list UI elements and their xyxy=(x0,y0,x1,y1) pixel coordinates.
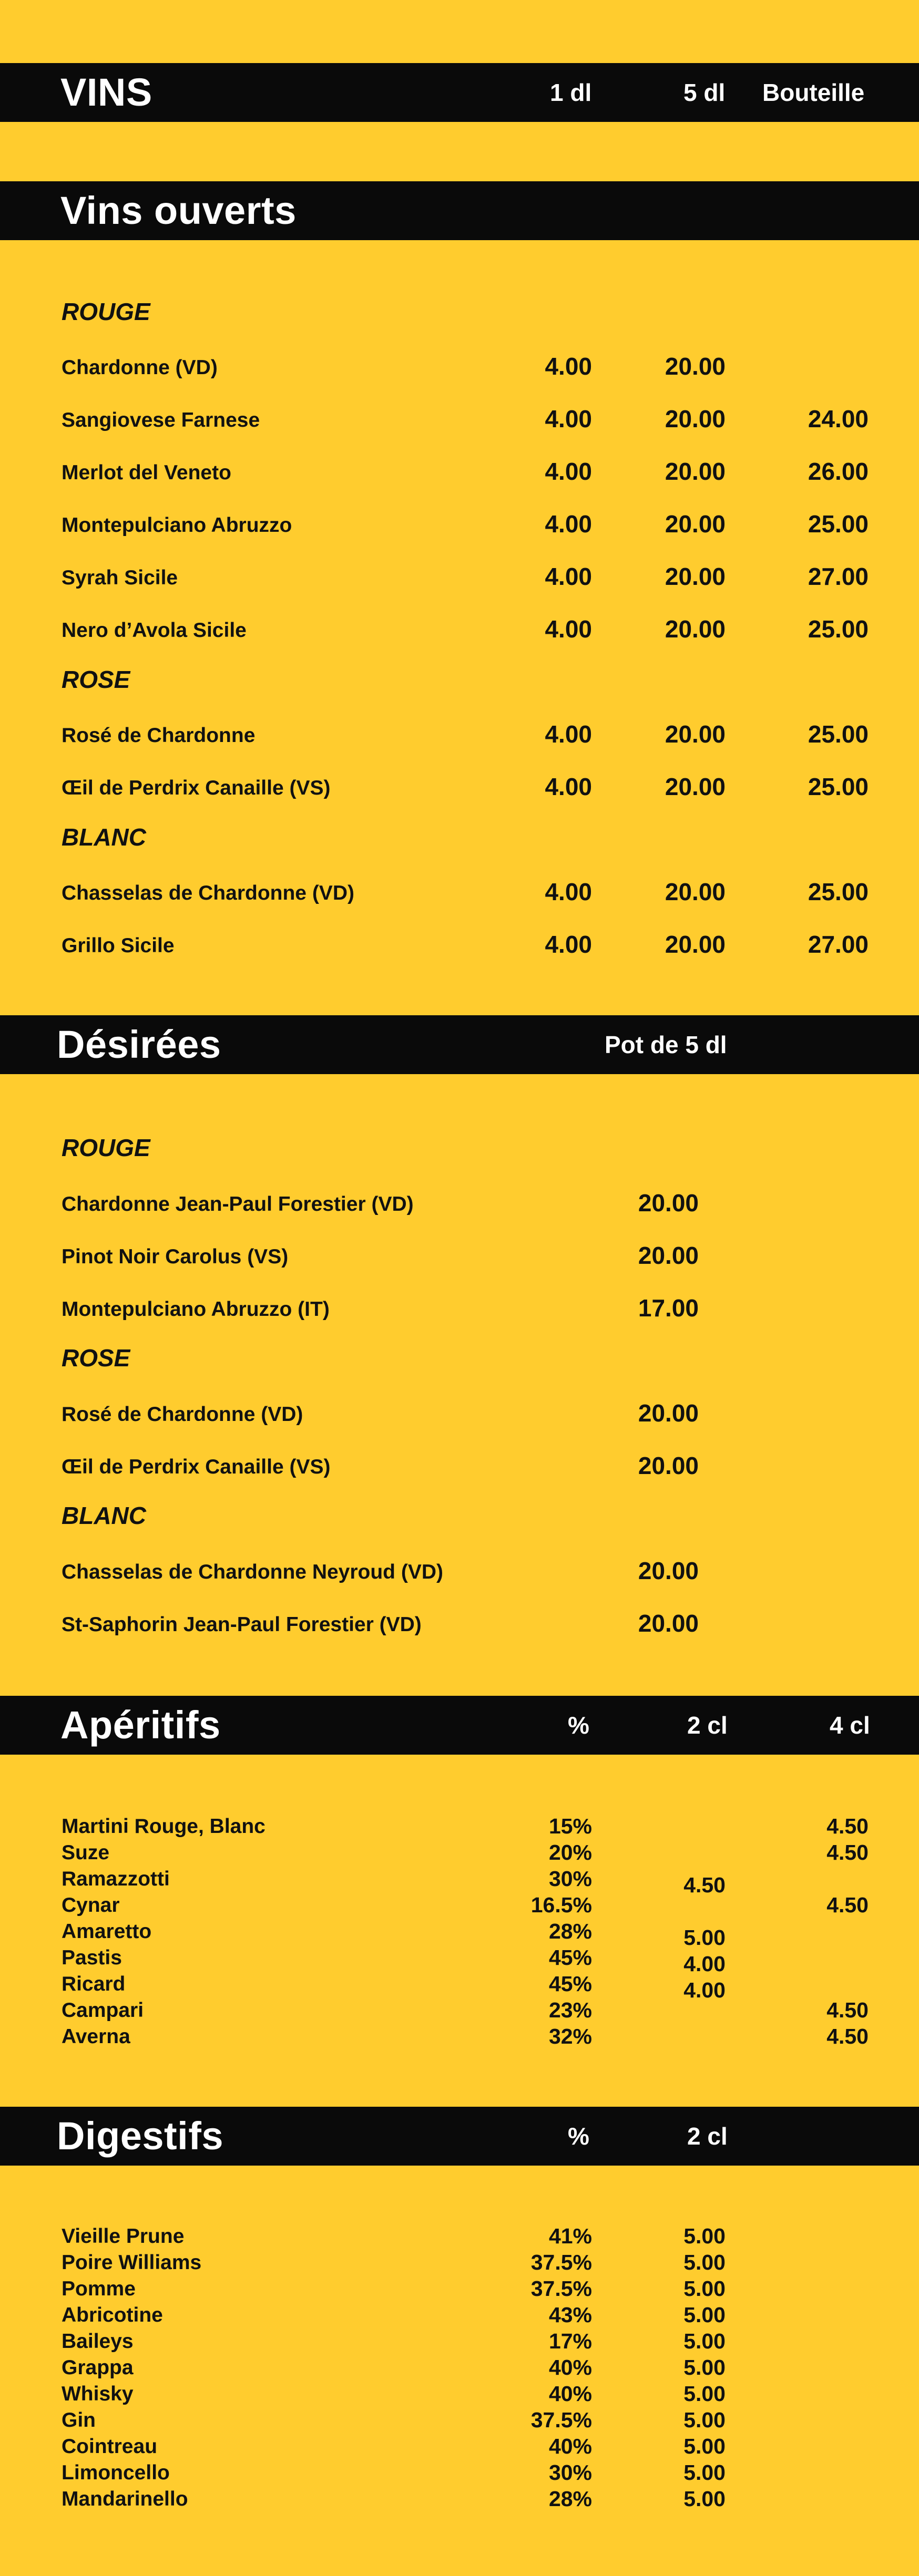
price-2cl: 5.00 xyxy=(683,2303,726,2327)
drink-name: Grappa xyxy=(62,2356,134,2379)
price-pot: 20.00 xyxy=(638,1452,699,1479)
wine-row xyxy=(0,720,919,751)
drink-pct: 40% xyxy=(548,2434,592,2458)
drink-name: Campari xyxy=(62,1999,144,2022)
drink-name: Vieille Prune xyxy=(62,2225,185,2248)
drink-name: Baileys xyxy=(62,2330,134,2353)
price-2cl: 5.00 xyxy=(683,2250,726,2274)
col-4cl: 4 cl xyxy=(830,1712,870,1739)
aperitif-row xyxy=(0,1998,919,2024)
col-pct: % xyxy=(568,1712,589,1739)
drink-name: Averna xyxy=(62,2025,130,2048)
digestif-row xyxy=(0,2355,919,2382)
wine-name: Rosé de Chardonne xyxy=(62,724,256,747)
wine-name: Chardonne Jean-Paul Forestier (VD) xyxy=(62,1193,414,1215)
price-2cl: 5.00 xyxy=(683,1925,726,1950)
digestif-row xyxy=(0,2434,919,2460)
price-bouteille: 25.00 xyxy=(808,615,869,643)
drink-pct: 30% xyxy=(548,2460,592,2485)
digestif-row xyxy=(0,2303,919,2329)
digestifs-header xyxy=(0,2107,919,2166)
col-5dl: 5 dl xyxy=(683,79,726,106)
col-pot-5dl: Pot de 5 dl xyxy=(605,1031,727,1058)
col-2cl: 2 cl xyxy=(687,2122,728,2150)
wine-row xyxy=(0,1557,919,1588)
wine-name: Pinot Noir Carolus (VS) xyxy=(62,1245,289,1268)
category-rose: ROSE xyxy=(62,1344,130,1372)
drink-pct: 45% xyxy=(548,1972,592,1996)
price-bouteille: 25.00 xyxy=(808,510,869,538)
col-bouteille: Bouteille xyxy=(762,79,865,106)
drink-name: Gin xyxy=(62,2409,96,2431)
aperitif-row xyxy=(0,1814,919,1840)
wine-row xyxy=(0,1609,919,1641)
category-blanc: BLANC xyxy=(62,1502,146,1529)
price-pot: 20.00 xyxy=(638,1399,699,1427)
digestif-row xyxy=(0,2487,919,2513)
price-2cl: 5.00 xyxy=(683,2487,726,2511)
wine-row xyxy=(0,878,919,909)
wine-name: St-Saphorin Jean-Paul Forestier (VD) xyxy=(62,1613,422,1636)
price-5dl: 20.00 xyxy=(665,405,726,432)
category-blanc: BLANC xyxy=(62,823,146,851)
price-5dl: 20.00 xyxy=(665,931,726,958)
desirees-title: Désirées xyxy=(57,1023,221,1066)
drink-name: Mandarinello xyxy=(62,2488,188,2510)
aperitifs-title: Apéritifs xyxy=(60,1703,221,1747)
price-5dl: 20.00 xyxy=(665,878,726,905)
price-4cl: 4.50 xyxy=(826,1840,869,1864)
digestif-row xyxy=(0,2460,919,2487)
wine-name: Chardonne (VD) xyxy=(62,356,218,379)
price-1dl: 4.00 xyxy=(545,353,592,380)
price-bouteille: 27.00 xyxy=(808,931,869,958)
price-4cl: 4.50 xyxy=(826,1893,869,1917)
wine-name: Syrah Sicile xyxy=(62,566,178,589)
wine-name: Chasselas de Chardonne Neyroud (VD) xyxy=(62,1561,443,1583)
wine-row xyxy=(0,1189,919,1220)
wine-row xyxy=(0,1399,919,1430)
vins-ouverts-title: Vins ouverts xyxy=(60,189,297,232)
drink-pct: 40% xyxy=(548,2355,592,2379)
price-bouteille: 27.00 xyxy=(808,563,869,590)
drink-pct: 32% xyxy=(548,2024,592,2048)
price-1dl: 4.00 xyxy=(545,458,592,485)
category-rouge: ROUGE xyxy=(62,1134,150,1161)
price-1dl: 4.00 xyxy=(545,931,592,958)
wine-name: Œil de Perdrix Canaille (VS) xyxy=(62,1456,331,1478)
wine-name: Montepulciano Abruzzo xyxy=(62,514,292,537)
drink-name: Abricotine xyxy=(62,2304,163,2326)
drink-pct: 37.5% xyxy=(530,2250,592,2274)
price-2cl: 5.00 xyxy=(683,2276,726,2301)
drink-pct: 37.5% xyxy=(530,2276,592,2301)
drink-pct: 37.5% xyxy=(530,2408,592,2432)
price-pot: 17.00 xyxy=(638,1294,699,1322)
price-1dl: 4.00 xyxy=(545,773,592,800)
aperitif-row xyxy=(0,1840,919,1867)
price-pot: 20.00 xyxy=(638,1189,699,1217)
aperitif-row xyxy=(0,2024,919,2051)
wine-name: Chasselas de Chardonne (VD) xyxy=(62,882,354,904)
price-bouteille: 25.00 xyxy=(808,720,869,748)
digestif-row xyxy=(0,2408,919,2434)
drink-name: Amaretto xyxy=(62,1920,152,1943)
price-2cl: 4.00 xyxy=(683,1952,726,1976)
aperitif-row xyxy=(0,1972,919,2002)
aperitif-row xyxy=(0,1867,919,1897)
wine-name: Nero d’Avola Sicile xyxy=(62,619,247,642)
vins-ouverts-header xyxy=(0,181,919,240)
drink-pct: 43% xyxy=(548,2303,592,2327)
price-pot: 20.00 xyxy=(638,1242,699,1269)
col-1dl: 1 dl xyxy=(550,79,592,106)
vins-title: VINS xyxy=(60,70,152,114)
price-4cl: 4.50 xyxy=(826,2024,869,2048)
price-5dl: 20.00 xyxy=(665,510,726,538)
price-bouteille: 26.00 xyxy=(808,458,869,485)
aperitif-row xyxy=(0,1945,919,1976)
drink-name: Cynar xyxy=(62,1894,120,1916)
wine-name: Grillo Sicile xyxy=(62,934,175,957)
drink-pct: 20% xyxy=(548,1840,592,1864)
price-5dl: 20.00 xyxy=(665,615,726,643)
digestifs-title: Digestifs xyxy=(57,2114,224,2158)
aperitifs-header xyxy=(0,1696,919,1755)
drink-name: Pomme xyxy=(62,2278,136,2300)
col-2cl: 2 cl xyxy=(687,1712,728,1739)
price-2cl: 5.00 xyxy=(683,2224,726,2248)
price-1dl: 4.00 xyxy=(545,878,592,905)
drink-name: Cointreau xyxy=(62,2435,158,2458)
digestif-row xyxy=(0,2276,919,2303)
wine-row xyxy=(0,352,919,384)
wine-row xyxy=(0,405,919,436)
wine-name: Montepulciano Abruzzo (IT) xyxy=(62,1298,330,1321)
wine-row xyxy=(0,510,919,541)
digestif-row xyxy=(0,2224,919,2250)
price-2cl: 5.00 xyxy=(683,2408,726,2432)
digestif-row xyxy=(0,2382,919,2408)
price-5dl: 20.00 xyxy=(665,563,726,590)
price-2cl: 5.00 xyxy=(683,2434,726,2458)
price-bouteille: 25.00 xyxy=(808,878,869,905)
drink-pct: 16.5% xyxy=(530,1893,592,1917)
drink-name: Pastis xyxy=(62,1946,122,1969)
price-1dl: 4.00 xyxy=(545,563,592,590)
wine-row xyxy=(0,930,919,962)
drink-name: Poire Williams xyxy=(62,2251,202,2274)
category-rose: ROSE xyxy=(62,666,130,693)
desirees-header xyxy=(0,1015,919,1074)
wine-row xyxy=(0,772,919,804)
price-4cl: 4.50 xyxy=(826,1814,869,1838)
price-5dl: 20.00 xyxy=(665,773,726,800)
price-5dl: 20.00 xyxy=(665,458,726,485)
aperitif-row xyxy=(0,1893,919,1919)
price-pot: 20.00 xyxy=(638,1610,699,1637)
drink-name: Whisky xyxy=(62,2383,134,2405)
price-1dl: 4.00 xyxy=(545,405,592,432)
drink-name: Suze xyxy=(62,1841,110,1864)
price-2cl: 4.50 xyxy=(683,1873,726,1897)
price-1dl: 4.00 xyxy=(545,720,592,748)
aperitif-row xyxy=(0,1919,919,1950)
price-bouteille: 25.00 xyxy=(808,773,869,800)
wine-row xyxy=(0,615,919,646)
price-5dl: 20.00 xyxy=(665,720,726,748)
drink-pct: 17% xyxy=(548,2329,592,2353)
price-2cl: 5.00 xyxy=(683,2460,726,2485)
price-2cl: 5.00 xyxy=(683,2382,726,2406)
price-5dl: 20.00 xyxy=(665,353,726,380)
wine-name: Rosé de Chardonne (VD) xyxy=(62,1403,303,1426)
digestif-row xyxy=(0,2250,919,2276)
price-4cl: 4.50 xyxy=(826,1998,869,2022)
wine-row xyxy=(0,562,919,594)
wine-name: Sangiovese Farnese xyxy=(62,409,260,431)
wine-row xyxy=(0,457,919,489)
drink-name: Ricard xyxy=(62,1973,126,1995)
drink-name: Ramazzotti xyxy=(62,1868,170,1890)
price-2cl: 4.00 xyxy=(683,1978,726,2002)
vins-header xyxy=(0,63,919,122)
wine-name: Œil de Perdrix Canaille (VS) xyxy=(62,777,331,799)
wine-name: Merlot del Veneto xyxy=(62,461,231,484)
price-1dl: 4.00 xyxy=(545,615,592,643)
drink-name: Limoncello xyxy=(62,2461,170,2484)
drink-pct: 15% xyxy=(548,1814,592,1838)
drink-pct: 41% xyxy=(548,2224,592,2248)
drink-pct: 45% xyxy=(548,1945,592,1970)
wine-row xyxy=(0,1294,919,1325)
col-pct: % xyxy=(568,2122,589,2150)
category-rouge: ROUGE xyxy=(62,298,150,325)
price-1dl: 4.00 xyxy=(545,510,592,538)
drink-name: Martini Rouge, Blanc xyxy=(62,1815,266,1838)
drink-pct: 28% xyxy=(548,2487,592,2511)
wine-row xyxy=(0,1241,919,1273)
price-2cl: 5.00 xyxy=(683,2329,726,2353)
price-pot: 20.00 xyxy=(638,1557,699,1584)
drink-pct: 28% xyxy=(548,1919,592,1943)
wine-row xyxy=(0,1451,919,1483)
drink-pct: 30% xyxy=(548,1867,592,1891)
digestif-row xyxy=(0,2329,919,2355)
drink-pct: 40% xyxy=(548,2382,592,2406)
price-2cl: 5.00 xyxy=(683,2355,726,2379)
price-bouteille: 24.00 xyxy=(808,405,869,432)
drink-pct: 23% xyxy=(548,1998,592,2022)
